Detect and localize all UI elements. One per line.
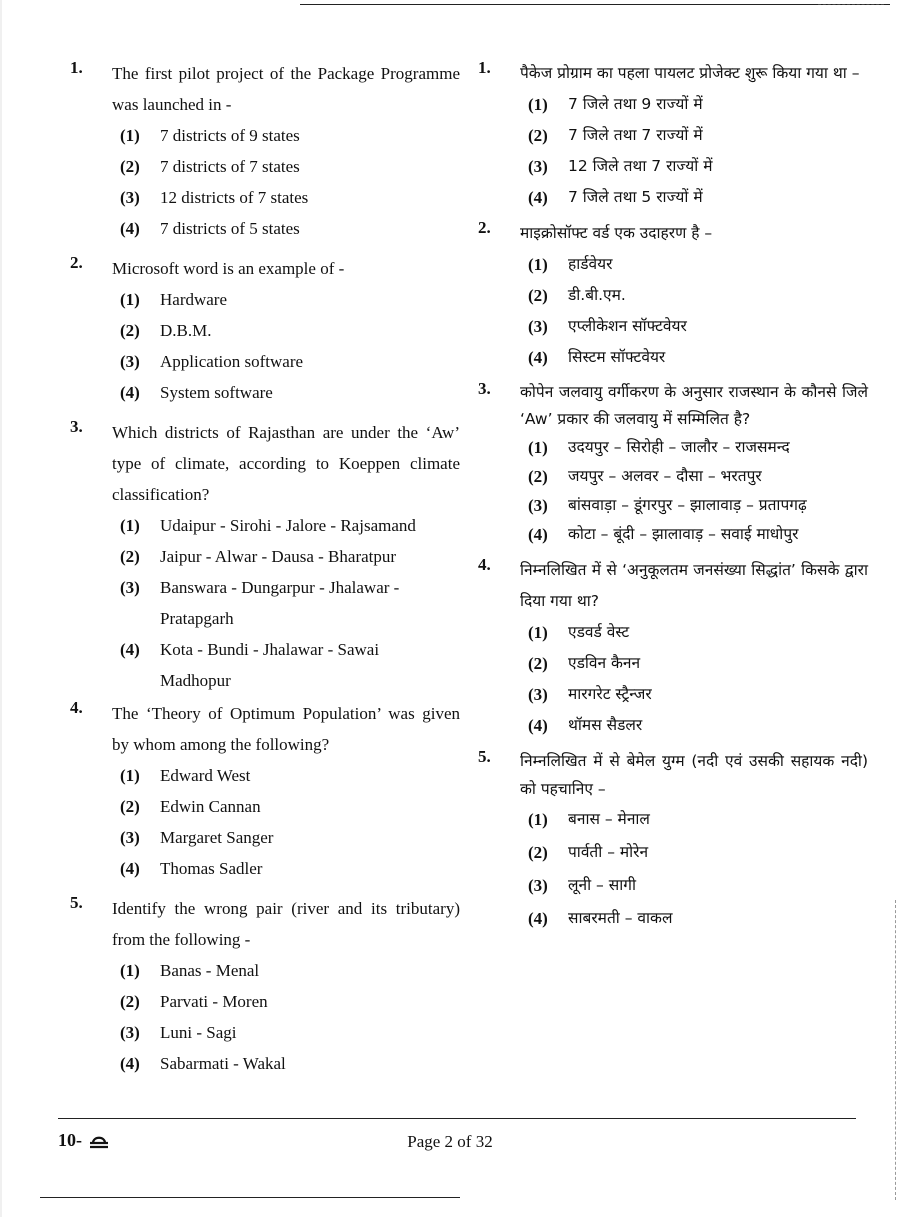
option-number: (3) — [120, 352, 140, 371]
option — [112, 634, 410, 696]
option — [112, 760, 460, 791]
question-text: Which districts of Rajasthan are under the ‘Aw’ type of climate, according to Koeppen climate classification? — [112, 423, 460, 504]
option — [520, 836, 868, 869]
option-text: थॉमस सैडलर — [568, 716, 643, 734]
question-number: 4. — [478, 555, 491, 574]
option — [520, 491, 868, 520]
option-number: (4) — [528, 348, 548, 367]
option-number: (1) — [120, 126, 140, 145]
option — [112, 853, 460, 884]
option-number: (2) — [120, 157, 140, 176]
top-rule — [300, 4, 890, 5]
option-number: (3) — [528, 685, 548, 704]
option-text: मारगरेट स्ट्रैन्जर — [568, 685, 652, 703]
option-text: Thomas Sadler — [160, 859, 263, 878]
option-number: (4) — [120, 383, 140, 402]
option-text: बांसवाड़ा – डूंगरपुर – झालावाड़ – प्रतापगढ़ — [568, 496, 807, 514]
option-number: (4) — [528, 188, 548, 207]
question-4-hi — [478, 555, 868, 741]
option — [112, 1048, 460, 1079]
option-text: Udaipur - Sirohi - Jalore - Rajsamand — [160, 516, 416, 535]
option-number: (3) — [528, 157, 548, 176]
paper-code-number: 10- — [58, 1130, 82, 1150]
option-text: Margaret Sanger — [160, 828, 274, 847]
option-number: (2) — [528, 286, 548, 305]
option — [520, 803, 868, 836]
option — [112, 182, 460, 213]
question-text: कोपेन जलवायु वर्गीकरण के अनुसार राजस्थान के कौनसे जिले ‘Aw’ प्रकार की जलवायु में सम्मिलित है? — [520, 383, 868, 428]
option-text: पार्वती – मोरेन — [568, 843, 649, 861]
option-text: सिस्टम सॉफ्टवेयर — [568, 348, 666, 366]
option-text: D.B.M. — [160, 321, 212, 340]
option — [520, 151, 868, 182]
option-text: जयपुर – अलवर – दौसा – भरतपुर — [568, 467, 762, 485]
question-3-en — [70, 417, 460, 696]
question-5-hi — [478, 747, 868, 935]
option — [520, 679, 868, 710]
bottom-rule — [40, 1197, 460, 1198]
option-number: (4) — [120, 219, 140, 238]
option-number: (2) — [120, 797, 140, 816]
page-number: Page 2 of 32 — [407, 1132, 493, 1151]
question-1-hi — [478, 58, 868, 213]
option — [520, 902, 868, 935]
option-number: (4) — [120, 1054, 140, 1073]
option — [112, 151, 460, 182]
scan-edge — [0, 0, 2, 1217]
option-text: Sabarmati - Wakal — [160, 1054, 286, 1073]
option-text: एडवर्ड वेस्ट — [568, 623, 630, 641]
option — [520, 520, 868, 549]
question-text: Microsoft word is an example of - — [112, 259, 345, 278]
option-number: (3) — [528, 876, 548, 895]
option-number: (1) — [120, 290, 140, 309]
option-number: (1) — [120, 961, 140, 980]
option-text: एप्लीकेशन सॉफ्टवेयर — [568, 317, 687, 335]
option-number: (3) — [120, 578, 140, 597]
question-1-en — [70, 58, 460, 244]
option — [520, 710, 868, 741]
question-number: 5. — [478, 747, 491, 766]
question-text: Identify the wrong pair (river and its tributary) from the following - — [112, 899, 460, 949]
question-text: The ‘Theory of Optimum Population’ was given by whom among the following? — [112, 704, 460, 754]
option-text: साबरमती – वाकल — [568, 909, 673, 927]
question-number: 1. — [70, 58, 83, 77]
option — [112, 346, 460, 377]
option — [520, 182, 868, 213]
question-number: 1. — [478, 58, 491, 77]
top-dashed-mark — [818, 4, 884, 8]
option-text: 7 districts of 9 states — [160, 126, 300, 145]
option-number: (1) — [120, 766, 140, 785]
option-text: उदयपुर – सिरोही – जालौर – राजसमन्द — [568, 438, 790, 456]
option — [112, 822, 460, 853]
option-text: Edwin Cannan — [160, 797, 261, 816]
option-number: (2) — [528, 467, 548, 486]
option-number: (2) — [528, 126, 548, 145]
option-number: (4) — [528, 525, 548, 544]
question-text: माइक्रोसॉफ्ट वर्ड एक उदाहरण है – — [520, 224, 713, 242]
option — [520, 342, 868, 373]
option-text: हार्डवेयर — [568, 255, 613, 273]
option-text: Luni - Sagi — [160, 1023, 237, 1042]
option-number: (3) — [120, 188, 140, 207]
option-text: Banas - Menal — [160, 961, 260, 980]
option-text: Banswara - Dungarpur - Jhalawar - Pratapgarh — [160, 578, 400, 628]
question-text: The first pilot project of the Package Programme was launched in - — [112, 64, 460, 114]
option — [112, 120, 460, 151]
option-number: (2) — [528, 654, 548, 673]
question-number: 4. — [70, 698, 83, 717]
option-number: (1) — [528, 810, 548, 829]
option — [112, 284, 460, 315]
option-text: System software — [160, 383, 273, 402]
option-text: 7 districts of 5 states — [160, 219, 300, 238]
option-number: (1) — [120, 516, 140, 535]
option — [520, 869, 868, 902]
option — [520, 280, 868, 311]
option-text: Kota - Bundi - Jhalawar - Sawai Madhopur — [160, 640, 380, 690]
question-text: निम्नलिखित में से ‘अनुकूलतम जनसंख्या सिद्धांत’ किसके द्वारा दिया गया था? — [520, 561, 868, 610]
option — [112, 1017, 460, 1048]
option-text: Jaipur - Alwar - Dausa - Bharatpur — [160, 547, 397, 566]
option — [112, 986, 460, 1017]
question-number: 2. — [478, 218, 491, 237]
option-number: (3) — [528, 317, 548, 336]
option — [520, 462, 868, 491]
question-5-en — [70, 893, 460, 1079]
option-number: (3) — [528, 496, 548, 515]
option-text: Application software — [160, 352, 304, 371]
option-number: (4) — [120, 859, 140, 878]
question-4-en — [70, 698, 460, 884]
option-text: 7 districts of 7 states — [160, 157, 300, 176]
option — [520, 120, 868, 151]
option — [520, 433, 868, 462]
option — [520, 648, 868, 679]
option — [520, 311, 868, 342]
question-number: 3. — [478, 379, 491, 398]
option — [112, 510, 460, 541]
option-number: (4) — [120, 640, 140, 659]
option-text: 12 districts of 7 states — [160, 188, 309, 207]
question-2-en — [70, 253, 460, 408]
option-number: (4) — [528, 909, 548, 928]
option — [112, 315, 460, 346]
option-text: Parvati - Moren — [160, 992, 268, 1011]
question-number: 5. — [70, 893, 83, 912]
question-number: 2. — [70, 253, 83, 272]
scan-edge-right — [894, 900, 896, 1200]
option — [112, 791, 460, 822]
option-number: (4) — [528, 716, 548, 735]
option-number: (1) — [528, 438, 548, 457]
option-number: (1) — [528, 623, 548, 642]
question-2-hi — [478, 218, 868, 373]
hindi-column — [478, 58, 868, 935]
option — [520, 249, 868, 280]
option-text: डी.बी.एम. — [568, 286, 626, 304]
option-text: लूनी – सागी — [568, 876, 636, 894]
option-number: (1) — [528, 255, 548, 274]
option-number: (2) — [120, 992, 140, 1011]
option-number: (2) — [528, 843, 548, 862]
option-number: (2) — [120, 547, 140, 566]
english-column — [70, 58, 460, 1079]
option-number: (3) — [120, 1023, 140, 1042]
option-text: 7 जिले तथा 5 राज्यों में — [568, 188, 703, 206]
footer-rule — [58, 1118, 856, 1119]
option — [112, 541, 460, 572]
option-text: 7 जिले तथा 7 राज्यों में — [568, 126, 703, 144]
option — [112, 955, 460, 986]
option — [112, 377, 460, 408]
option-number: (1) — [528, 95, 548, 114]
question-text: निम्नलिखित में से बेमेल युग्म (नदी एवं उसकी सहायक नदी) को पहचानिए – — [520, 752, 868, 798]
option-text: एडविन कैनन — [568, 654, 641, 672]
option — [112, 572, 430, 634]
option-text: 7 जिले तथा 9 राज्यों में — [568, 95, 703, 113]
option-number: (2) — [120, 321, 140, 340]
question-3-hi — [478, 379, 868, 549]
option — [520, 89, 868, 120]
option-text: Edward West — [160, 766, 251, 785]
option-text: कोटा – बूंदी – झालावाड़ – सवाई माधोपुर — [568, 525, 799, 543]
option-text: Hardware — [160, 290, 228, 309]
option-text: बनास – मेनाल — [568, 810, 650, 828]
option — [112, 213, 460, 244]
option — [520, 617, 868, 648]
option-text: 12 जिले तथा 7 राज्यों में — [568, 157, 713, 175]
option-number: (3) — [120, 828, 140, 847]
question-number: 3. — [70, 417, 83, 436]
question-text: पैकेज प्रोग्राम का पहला पायलट प्रोजेक्ट शुरू किया गया था – — [520, 64, 860, 82]
